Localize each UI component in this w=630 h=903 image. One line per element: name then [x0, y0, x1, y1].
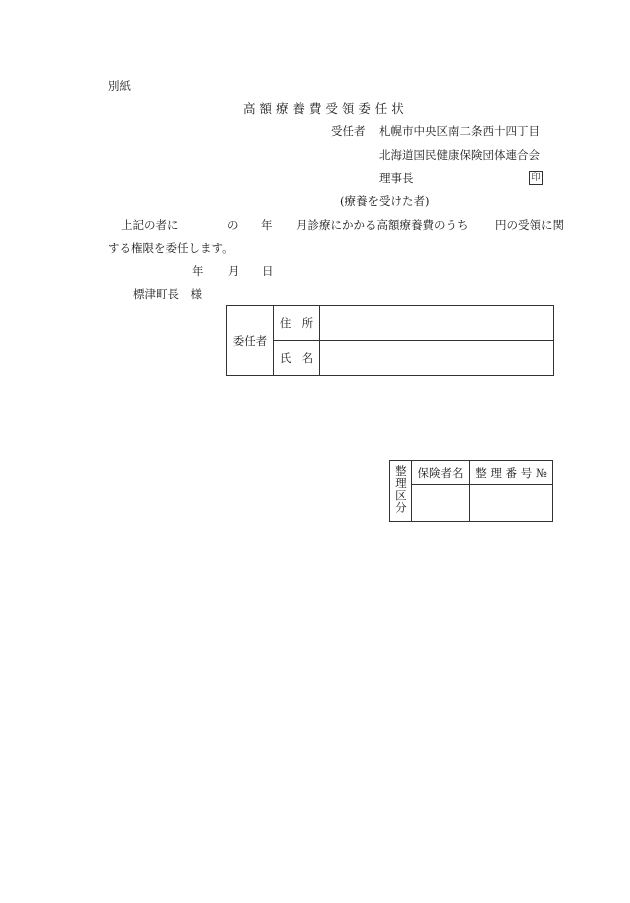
delegator-table — [226, 305, 554, 376]
date-month: 月 — [228, 264, 240, 278]
name-label: 氏名 — [279, 351, 324, 365]
date-day: 日 — [262, 264, 274, 278]
delegator-label: 委任者 — [232, 333, 268, 348]
body-line1-word1: 上記の者に — [121, 218, 179, 232]
addressee: 標津町長 様 — [133, 287, 202, 301]
classification-label-cell — [390, 461, 412, 522]
admin-classification-table — [389, 460, 553, 522]
delegator-label-cell — [227, 306, 274, 376]
grantee-organization: 北海道国民健康保険団体連合会 — [379, 148, 540, 162]
seal-text: 印 — [531, 173, 541, 183]
insurer-name-label: 保険者名 — [417, 465, 464, 480]
recipient-note: (療養を受けた者) — [340, 194, 430, 208]
name-field[interactable] — [320, 341, 554, 376]
body-line1-word5: 円の受領に関 — [495, 218, 564, 232]
insurer-name-field[interactable] — [412, 485, 470, 522]
grantee-role: 理事長 — [379, 171, 414, 185]
date-year: 年 — [192, 264, 204, 278]
classification-label: 整理区分 — [393, 465, 408, 514]
document-title: 高 額 療 養 費 受 領 委 任 状 — [243, 101, 404, 116]
reference-number-header — [470, 461, 553, 485]
insurer-name-header — [412, 461, 470, 485]
address-field[interactable] — [320, 306, 554, 341]
reference-number-label: 整 理 番 号 № — [475, 465, 547, 480]
address-label: 住所 — [279, 316, 324, 330]
name-label-cell — [274, 341, 324, 376]
attachment-label: 別紙 — [108, 79, 131, 93]
grantee-address: 札幌市中央区南二条西十四丁目 — [379, 124, 540, 138]
grantee-label: 受任者 — [331, 124, 366, 138]
body-line2: する権限を委任します。 — [108, 241, 234, 255]
reference-number-field[interactable] — [470, 485, 553, 522]
address-label-cell — [274, 306, 324, 341]
body-line1-word2: の — [227, 218, 239, 232]
body-line1-word3: 年 — [261, 218, 273, 232]
body-line1-word4: 月診療にかかる高額療養費のうち — [296, 218, 469, 232]
seal-mark — [529, 171, 543, 185]
